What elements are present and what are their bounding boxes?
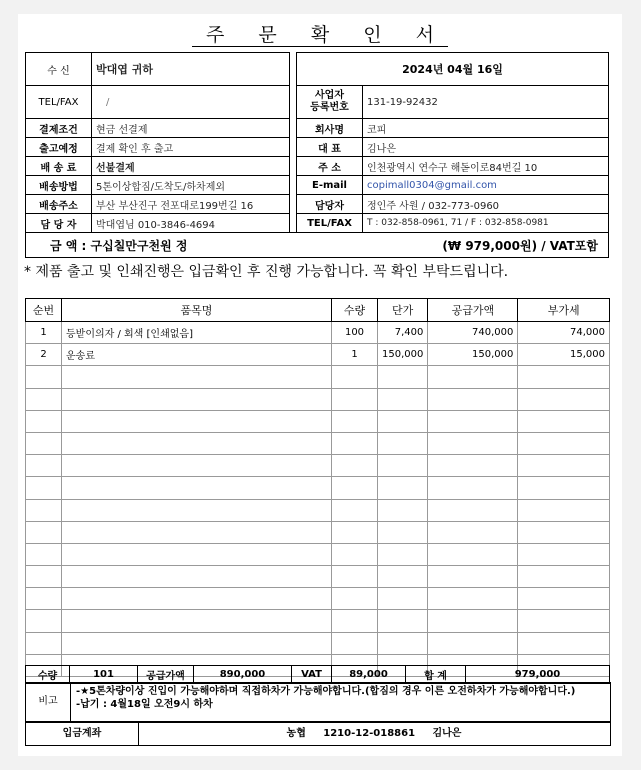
table-cell: 운송료 [62, 344, 332, 366]
table-cell [428, 588, 518, 610]
table-cell [332, 610, 378, 632]
table-row [26, 366, 610, 388]
ceo-value: 김나은 [363, 138, 609, 157]
notice-text: * 제품 출고 및 인쇄진행은 입금확인 후 진행 가능합니다. 꼭 확인 부탁드립니다. [24, 264, 509, 280]
seller-info-table [296, 52, 609, 233]
table-cell [378, 566, 428, 588]
table-cell [378, 499, 428, 521]
table-cell [428, 632, 518, 654]
table-cell [62, 366, 332, 388]
table-cell: 740,000 [428, 322, 518, 344]
email-link[interactable]: copimall0304@gmail.com [363, 176, 609, 195]
ship-plan-label: 출고예정 [26, 138, 92, 157]
company-value: 코피 [363, 119, 609, 138]
table-cell: 1 [26, 322, 62, 344]
delivery-method-value: 5톤이상합짐/도착도/하차제외 [92, 176, 290, 195]
table-cell [518, 410, 610, 432]
payment-label: 결제조건 [26, 119, 92, 138]
table-row [26, 521, 610, 543]
table-cell [378, 388, 428, 410]
remarks-box [25, 682, 611, 722]
table-cell [518, 543, 610, 565]
items-header-row [26, 299, 610, 322]
table-cell [428, 499, 518, 521]
bizno-label: 사업자 등록번호 [297, 86, 363, 119]
table-cell [428, 455, 518, 477]
table-cell: 15,000 [518, 344, 610, 366]
table-cell [518, 432, 610, 454]
table-cell [332, 388, 378, 410]
payment-value: 현금 선결제 [92, 119, 290, 138]
ship-plan-value: 결제 확인 후 출고 [92, 138, 290, 157]
table-cell: 7,400 [378, 322, 428, 344]
table-cell [332, 521, 378, 543]
items-header-cell: 단가 [378, 299, 428, 322]
table-row [26, 410, 610, 432]
table-cell [428, 477, 518, 499]
grand-total-value: 979,000 [466, 666, 610, 684]
account-label: 입금계좌 [26, 723, 139, 745]
table-cell [26, 455, 62, 477]
table-cell [26, 499, 62, 521]
table-cell [62, 388, 332, 410]
table-cell [26, 632, 62, 654]
buyer-manager-value: 박대엽님 010-3846-4694 [92, 214, 290, 233]
table-cell: 74,000 [518, 322, 610, 344]
seller-telfax-label: TEL/FAX [297, 214, 363, 233]
table-cell [428, 566, 518, 588]
table-cell [378, 521, 428, 543]
table-cell [428, 543, 518, 565]
remarks-label: 비고 [26, 683, 71, 721]
address-value: 인천광역시 연수구 해돋이로84번길 10 [363, 157, 609, 176]
table-cell [332, 432, 378, 454]
table-row [26, 499, 610, 521]
table-cell [378, 410, 428, 432]
table-cell: 100 [332, 322, 378, 344]
total-vat-label: VAT [292, 666, 332, 684]
total-vat-value: 89,000 [332, 666, 406, 684]
buyer-manager-label: 담 당 자 [26, 214, 92, 233]
table-cell [26, 366, 62, 388]
table-cell [518, 566, 610, 588]
delivery-address-label: 배송주소 [26, 195, 92, 214]
table-row [26, 432, 610, 454]
table-cell [518, 455, 610, 477]
buyer-telfax-value: / [92, 86, 290, 119]
table-cell [26, 566, 62, 588]
buyer-telfax-label: TEL/FAX [26, 86, 92, 119]
table-cell [26, 588, 62, 610]
table-cell [26, 410, 62, 432]
address-label: 주 소 [297, 157, 363, 176]
seller-telfax-value: T : 032-858-0961, 71 / F : 032-858-0981 [363, 214, 609, 233]
recipient-value: 박대엽 귀하 [92, 53, 290, 86]
document-date: 2024년 04월 16일 [297, 53, 609, 86]
total-qty-value: 101 [70, 666, 138, 684]
table-cell [332, 477, 378, 499]
table-row [26, 610, 610, 632]
total-supply-label: 공급가액 [138, 666, 194, 684]
ceo-label: 대 표 [297, 138, 363, 157]
table-cell: 2 [26, 344, 62, 366]
table-cell [62, 610, 332, 632]
table-cell [378, 366, 428, 388]
table-row [26, 566, 610, 588]
shipping-fee-value: 선불결제 [92, 157, 290, 176]
table-cell [378, 588, 428, 610]
table-cell [62, 432, 332, 454]
table-cell: 150,000 [378, 344, 428, 366]
table-cell [332, 588, 378, 610]
items-table [25, 298, 610, 677]
table-cell [332, 499, 378, 521]
table-cell [518, 610, 610, 632]
table-cell [518, 499, 610, 521]
table-cell [332, 543, 378, 565]
table-cell [378, 610, 428, 632]
table-cell [332, 455, 378, 477]
table-cell [378, 632, 428, 654]
table-cell [428, 521, 518, 543]
grand-total-label: 합 계 [406, 666, 466, 684]
table-cell [518, 521, 610, 543]
table-row [26, 543, 610, 565]
table-cell: 등받이의자 / 회색 [인쇄없음] [62, 322, 332, 344]
table-row [26, 588, 610, 610]
table-cell [428, 410, 518, 432]
table-row [26, 632, 610, 654]
items-header-cell: 수량 [332, 299, 378, 322]
recipient-label: 수 신 [26, 53, 92, 86]
table-cell: 150,000 [428, 344, 518, 366]
table-cell [26, 521, 62, 543]
account-value: 농협 1210-12-018861 김나은 [286, 728, 462, 739]
table-row [26, 322, 610, 344]
items-header-cell: 품목명 [62, 299, 332, 322]
bizno-value: 131-19-92432 [363, 86, 609, 119]
items-header-cell: 공급가액 [428, 299, 518, 322]
table-cell [62, 566, 332, 588]
amount-text: 금 액 : 구십칠만구천원 정 [50, 239, 188, 253]
email-label: E-mail [297, 176, 363, 195]
staff-value: 정인주 사원 / 032-773-0960 [363, 195, 609, 214]
items-header-cell: 부가세 [518, 299, 610, 322]
table-cell [378, 455, 428, 477]
table-cell [62, 410, 332, 432]
shipping-fee-label: 배 송 료 [26, 157, 92, 176]
table-cell: 1 [332, 344, 378, 366]
table-cell [26, 610, 62, 632]
table-cell [378, 432, 428, 454]
table-cell [26, 388, 62, 410]
remarks-text [76, 685, 604, 711]
table-cell [428, 388, 518, 410]
remarks-line-2: -납기 : 4월18일 오전9시 하차 [76, 699, 213, 710]
remarks-line-1: -★5톤차량이상 진입이 가능해야하며 직접하차가 가능해야합니다.(합짐의 경우 이른 오전하차가 가능해야합니다.) [76, 686, 576, 697]
table-cell [62, 521, 332, 543]
table-cell [428, 366, 518, 388]
items-header-cell: 순번 [26, 299, 62, 322]
table-cell [332, 566, 378, 588]
table-cell [26, 477, 62, 499]
table-cell [428, 432, 518, 454]
table-cell [26, 543, 62, 565]
account-box [25, 722, 611, 746]
table-cell [518, 588, 610, 610]
company-label: 회사명 [297, 119, 363, 138]
table-cell [62, 455, 332, 477]
table-cell [518, 388, 610, 410]
table-cell [518, 366, 610, 388]
table-cell [62, 632, 332, 654]
order-confirmation-document [18, 14, 622, 756]
amount-figure: (₩ 979,000원) / VAT포함 [442, 239, 598, 253]
table-cell [332, 366, 378, 388]
total-qty-label: 수량 [26, 666, 70, 684]
total-supply-value: 890,000 [194, 666, 292, 684]
amount-box [25, 232, 609, 258]
table-cell [378, 477, 428, 499]
document-title: 주 문 확 인 서 [18, 20, 622, 47]
table-cell [332, 410, 378, 432]
table-row [26, 477, 610, 499]
table-cell [62, 543, 332, 565]
delivery-address-value: 부산 부산진구 전포대로199번길 16 [92, 195, 290, 214]
table-cell [378, 543, 428, 565]
table-row [26, 344, 610, 366]
table-cell [26, 432, 62, 454]
table-cell [62, 499, 332, 521]
staff-label: 담당자 [297, 195, 363, 214]
table-row [26, 455, 610, 477]
table-cell [62, 477, 332, 499]
table-cell [62, 588, 332, 610]
table-row [26, 388, 610, 410]
table-cell [518, 477, 610, 499]
table-cell [518, 632, 610, 654]
table-cell [428, 610, 518, 632]
table-cell [332, 632, 378, 654]
buyer-info-table [25, 52, 290, 233]
delivery-method-label: 배송방법 [26, 176, 92, 195]
